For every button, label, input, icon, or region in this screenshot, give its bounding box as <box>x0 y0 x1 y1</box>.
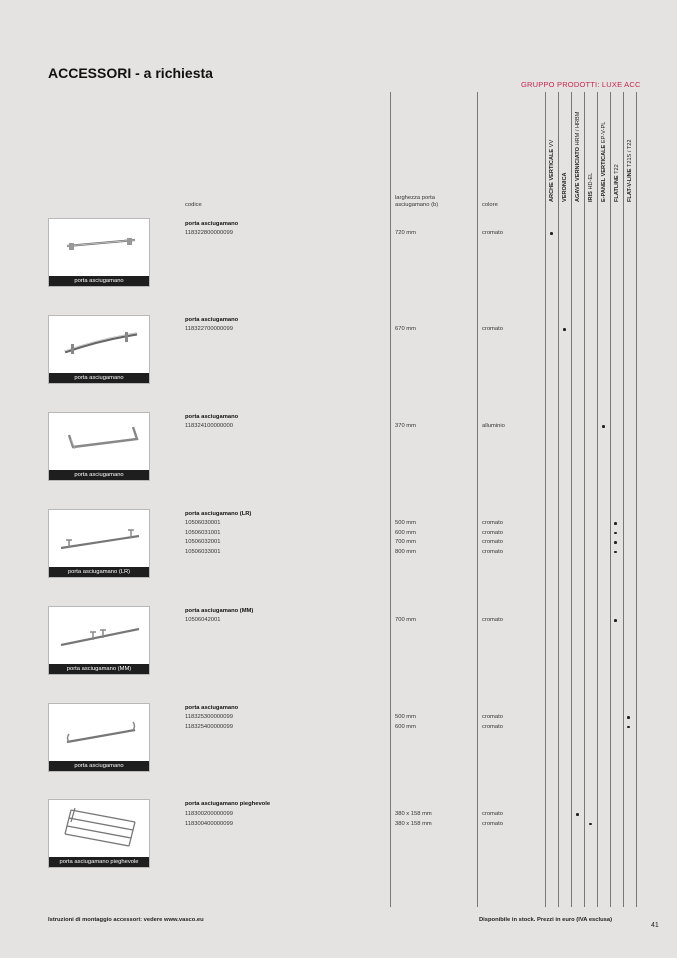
column-divider <box>623 92 624 907</box>
product-name: porta asciugamano <box>185 317 239 323</box>
product-width: 370 mm <box>395 423 416 429</box>
product-code: 10506031001 <box>185 529 221 536</box>
product-name: porta asciugamano <box>185 705 239 711</box>
product-width: 720 mm <box>395 230 416 236</box>
product-code: 10506032001 <box>185 539 221 545</box>
product-color: cromato <box>482 539 503 545</box>
image-caption: porta asciugamano (MM) <box>49 664 149 674</box>
column-divider <box>390 92 391 907</box>
product-code: 10506033001 <box>185 548 221 555</box>
product-color: cromato <box>482 520 503 526</box>
product-color: cromato <box>482 723 503 730</box>
availability-dot <box>614 551 617 554</box>
product-width: 700 mm <box>395 539 416 545</box>
header-code: codice <box>185 202 202 208</box>
product-image <box>48 606 150 675</box>
availability-dot <box>614 619 617 622</box>
model-header-arche-verticale: ARCHE VERTICALE VV <box>549 139 555 202</box>
image-caption: porta asciugamano pieghevole <box>49 857 149 867</box>
curved-towel-bar-icon <box>49 316 150 375</box>
product-width: 500 mm <box>395 714 416 720</box>
product-code: 118300400000099 <box>185 820 233 827</box>
product-color: cromato <box>482 714 503 720</box>
product-image <box>48 799 150 868</box>
model-header-iris: IRIS HD-EL <box>588 172 594 202</box>
product-image <box>48 315 150 384</box>
product-color: alluminio <box>482 423 505 429</box>
product-name: porta asciugamano pieghevole <box>185 801 271 807</box>
column-divider <box>545 92 546 907</box>
column-divider <box>597 92 598 907</box>
product-code: 118300200000099 <box>185 811 233 817</box>
product-color: cromato <box>482 326 503 332</box>
availability-dot <box>627 716 630 719</box>
product-image <box>48 412 150 481</box>
availability-dot <box>589 823 592 826</box>
product-name: porta asciugamano (LR) <box>185 511 252 517</box>
bent-towel-bar-icon <box>49 413 150 472</box>
towel-rail-lr-icon <box>49 510 150 569</box>
product-code: 118325400000099 <box>185 723 233 730</box>
availability-dot <box>614 532 617 535</box>
product-color: cromato <box>482 529 503 536</box>
product-name: porta asciugamano <box>185 221 239 227</box>
product-code: 10506030001 <box>185 520 221 526</box>
product-color: cromato <box>482 617 503 623</box>
availability-dot <box>602 425 605 428</box>
product-image <box>48 509 150 578</box>
model-header-veronica: VERONICA <box>562 172 568 202</box>
product-group-label: GRUPPO PRODOTTI: LUXE ACC <box>521 80 641 89</box>
product-image <box>48 703 150 772</box>
product-width: 380 x 158 mm <box>395 820 432 827</box>
product-width: 800 mm <box>395 548 416 555</box>
product-image <box>48 218 150 287</box>
model-header-e-panel-verticale: E-PANEL VERTICALE EP-V-PL <box>601 121 607 202</box>
product-code: 118322700000099 <box>185 326 233 332</box>
header-color: colore <box>482 202 498 208</box>
model-header-agave-verniciato: AGAVE VERNICIATO HRM / HRBM <box>575 111 581 202</box>
column-divider <box>584 92 585 907</box>
column-divider <box>636 92 637 907</box>
product-code: 10506042001 <box>185 617 221 623</box>
image-caption: porta asciugamano <box>49 276 149 286</box>
product-color: cromato <box>482 820 503 827</box>
image-caption: porta asciugamano (LR) <box>49 567 149 577</box>
product-color: cromato <box>482 548 503 555</box>
column-divider <box>571 92 572 907</box>
product-color: cromato <box>482 230 503 236</box>
product-width: 380 x 158 mm <box>395 811 432 817</box>
column-divider <box>477 92 478 907</box>
product-code: 118324100000000 <box>185 423 233 429</box>
column-divider <box>558 92 559 907</box>
model-header-flat-v-line: FLAT-V-LINE T21S / T22 <box>627 139 633 202</box>
page-title: ACCESSORI - a richiesta <box>48 65 213 81</box>
towel-rail-mm-icon <box>49 607 150 666</box>
towel-bar-icon <box>49 219 150 278</box>
product-code: 118325300000099 <box>185 714 233 720</box>
availability-dot <box>614 522 617 525</box>
product-color: cromato <box>482 811 503 817</box>
product-width: 600 mm <box>395 723 416 730</box>
product-name: porta asciugamano (MM) <box>185 608 254 614</box>
image-caption: porta asciugamano <box>49 761 149 771</box>
product-code: 118322800000099 <box>185 230 233 236</box>
folding-towel-rack-icon <box>49 800 150 859</box>
image-caption: porta asciugamano <box>49 470 149 480</box>
column-divider <box>610 92 611 907</box>
hook-towel-bar-icon <box>49 704 150 763</box>
availability-dot <box>614 541 617 544</box>
availability-dot <box>627 726 630 729</box>
product-width: 670 mm <box>395 326 416 332</box>
product-width: 500 mm <box>395 520 416 526</box>
availability-dot <box>563 328 566 331</box>
availability-dot <box>576 813 579 816</box>
product-width: 600 mm <box>395 529 416 536</box>
image-caption: porta asciugamano <box>49 373 149 383</box>
availability-dot <box>550 232 553 235</box>
model-header-flatline: FLATLINE T22 <box>614 164 620 202</box>
footer-stock-note: Disponibile in stock. Prezzi in euro (IVA esclusa) <box>479 917 613 923</box>
footer-installation-note: Istruzioni di montaggio accessori: vedere www.vasco.eu <box>48 917 204 923</box>
product-name: porta asciugamano <box>185 414 239 420</box>
header-width: larghezza porta asciugamano (b) <box>395 195 439 209</box>
page-number: 41 <box>651 922 659 929</box>
product-width: 700 mm <box>395 617 416 623</box>
